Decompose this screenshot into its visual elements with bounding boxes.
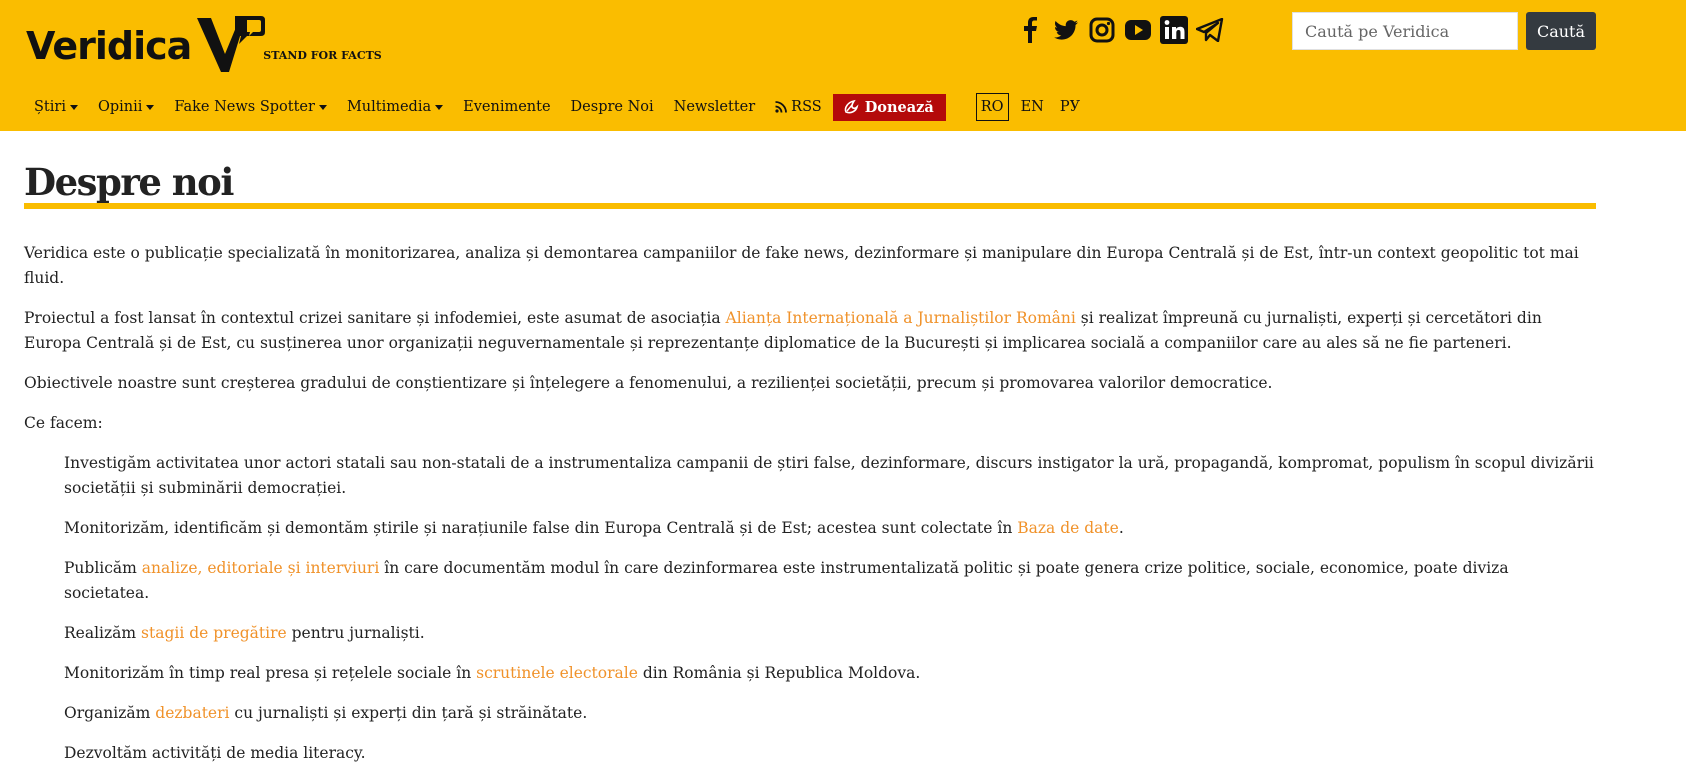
linkedin-icon[interactable] xyxy=(1160,14,1188,46)
donate-button[interactable] xyxy=(833,94,946,121)
debates-link[interactable]: dezbateri xyxy=(155,704,230,722)
nav-label: Știri xyxy=(34,99,66,115)
list-item: Dezvoltăm activități de media literacy. xyxy=(64,744,366,762)
text: Monitorizăm, identificăm și demontăm știrile și narațiunile false din Europa Centrală și de Est; acestea sunt colectate în xyxy=(64,519,1018,537)
list-item xyxy=(64,621,1596,646)
search-button[interactable]: Caută xyxy=(1526,12,1596,50)
nav-label: Newsletter xyxy=(673,99,756,115)
logo-tagline: STAND FOR FACTS xyxy=(263,49,382,62)
telegram-icon[interactable] xyxy=(1196,14,1224,46)
lang-ru[interactable]: РУ xyxy=(1059,99,1081,115)
text: cu jurnaliști și experți din țară și străinătate. xyxy=(229,704,588,722)
page-title: Despre noi xyxy=(24,161,1596,209)
project-paragraph xyxy=(24,306,1596,356)
twitter-icon[interactable] xyxy=(1052,14,1080,46)
text: în care documentăm modul în care dezinformarea este instrumentalizată politic și poate genera crize politice, sociale, economice, poate diviza societatea. xyxy=(64,559,1509,602)
donate-label: Donează xyxy=(864,98,934,116)
social-links xyxy=(1016,14,1224,46)
text: Realizăm xyxy=(64,624,142,642)
main-nav xyxy=(34,93,1084,121)
objectives-paragraph: Obiectivele noastre sunt creșterea gradului de conștientizare și înțelegere a fenomenului, a rezilienței societății, precum și promovarea valorilor democratice. xyxy=(24,374,1273,392)
site-header xyxy=(0,0,1686,131)
nav-label: Despre Noi xyxy=(570,99,654,115)
nav-item-rss[interactable] xyxy=(775,99,822,115)
main-content xyxy=(24,131,1596,781)
analyses-link[interactable]: analize, editoriale și interviuri xyxy=(141,559,380,577)
list-item xyxy=(64,701,1596,726)
nav-item-multimedia[interactable] xyxy=(347,99,443,115)
youtube-icon[interactable] xyxy=(1124,14,1152,46)
nav-label: Multimedia xyxy=(346,99,432,115)
instagram-icon[interactable] xyxy=(1088,14,1116,46)
nav-label: RSS xyxy=(791,99,822,115)
facebook-icon[interactable] xyxy=(1016,14,1044,46)
lang-en[interactable]: EN xyxy=(1020,99,1044,115)
list-item xyxy=(64,516,1596,541)
donate-icon xyxy=(843,99,859,115)
text: Proiectul a fost lansat în contextul crizei sanitare și infodemiei, este asumat de asociația xyxy=(24,309,726,327)
list-item xyxy=(64,556,1596,606)
nav-label: Evenimente xyxy=(463,99,551,115)
database-link[interactable]: Baza de date xyxy=(1017,519,1119,537)
language-switcher xyxy=(976,93,1084,121)
text: Publicăm xyxy=(64,559,142,577)
activities-list xyxy=(24,451,1596,766)
search-input[interactable] xyxy=(1292,12,1518,50)
elections-link[interactable]: scrutinele electorale xyxy=(476,664,638,682)
list-item: Investigăm activitatea unor actori statali sau non-statali de a instrumentaliza campanii de știri false, dezinformare, discurs instigator la ură, propagandă, kompromat, populism în scopul divizării societății și subminării democrației. xyxy=(64,454,1594,497)
caret-down-icon xyxy=(319,105,327,110)
lang-ro[interactable]: RO xyxy=(976,93,1009,121)
nav-item-newsletter[interactable] xyxy=(674,99,756,115)
caret-down-icon xyxy=(70,105,78,110)
logo-mark-icon xyxy=(195,14,267,80)
training-link[interactable]: stagii de pregătire xyxy=(141,624,287,642)
text: Monitorizăm în timp real presa și rețelele sociale în xyxy=(64,664,477,682)
nav-item-despre-noi[interactable] xyxy=(571,99,654,115)
site-logo[interactable] xyxy=(26,14,382,80)
caret-down-icon xyxy=(435,105,443,110)
text: Organizăm xyxy=(64,704,156,722)
search-form xyxy=(1292,12,1596,50)
caret-down-icon xyxy=(146,105,154,110)
list-item xyxy=(64,661,1596,686)
intro-paragraph: Veridica este o publicație specializată în monitorizarea, analiza și demontarea campaniilor de fake news, dezinformare și manipulare din Europa Centrală și de Est, într-un context geopolitic tot mai fluid. xyxy=(24,244,1579,287)
nav-item-evenimente[interactable] xyxy=(463,99,550,115)
nav-label: Fake News Spotter xyxy=(174,99,315,115)
nav-item-fake-news-spotter[interactable] xyxy=(174,99,327,115)
nav-item-stiri[interactable] xyxy=(34,99,78,115)
logo-wordmark: Veridica xyxy=(26,24,192,68)
text: și realizat împreună cu jurnaliști, experți și cercetători din Europa Centrală și de Est, cu susținerea unor organizații neguvernamentale și reprezentanțe diplomatice de la București și implicarea socială a companiilor care au ales să ne fie parteneri. xyxy=(24,309,1542,352)
text: . xyxy=(1118,519,1124,537)
aijr-link[interactable]: Alianța Internațională a Jurnaliștilor Români xyxy=(725,309,1076,327)
nav-label: Opinii xyxy=(97,99,143,115)
text: din România și Republica Moldova. xyxy=(637,664,921,682)
rss-icon xyxy=(775,101,787,113)
text: pentru jurnaliști. xyxy=(286,624,425,642)
nav-item-opinii[interactable] xyxy=(98,99,154,115)
what-we-do-heading: Ce facem: xyxy=(24,414,103,432)
